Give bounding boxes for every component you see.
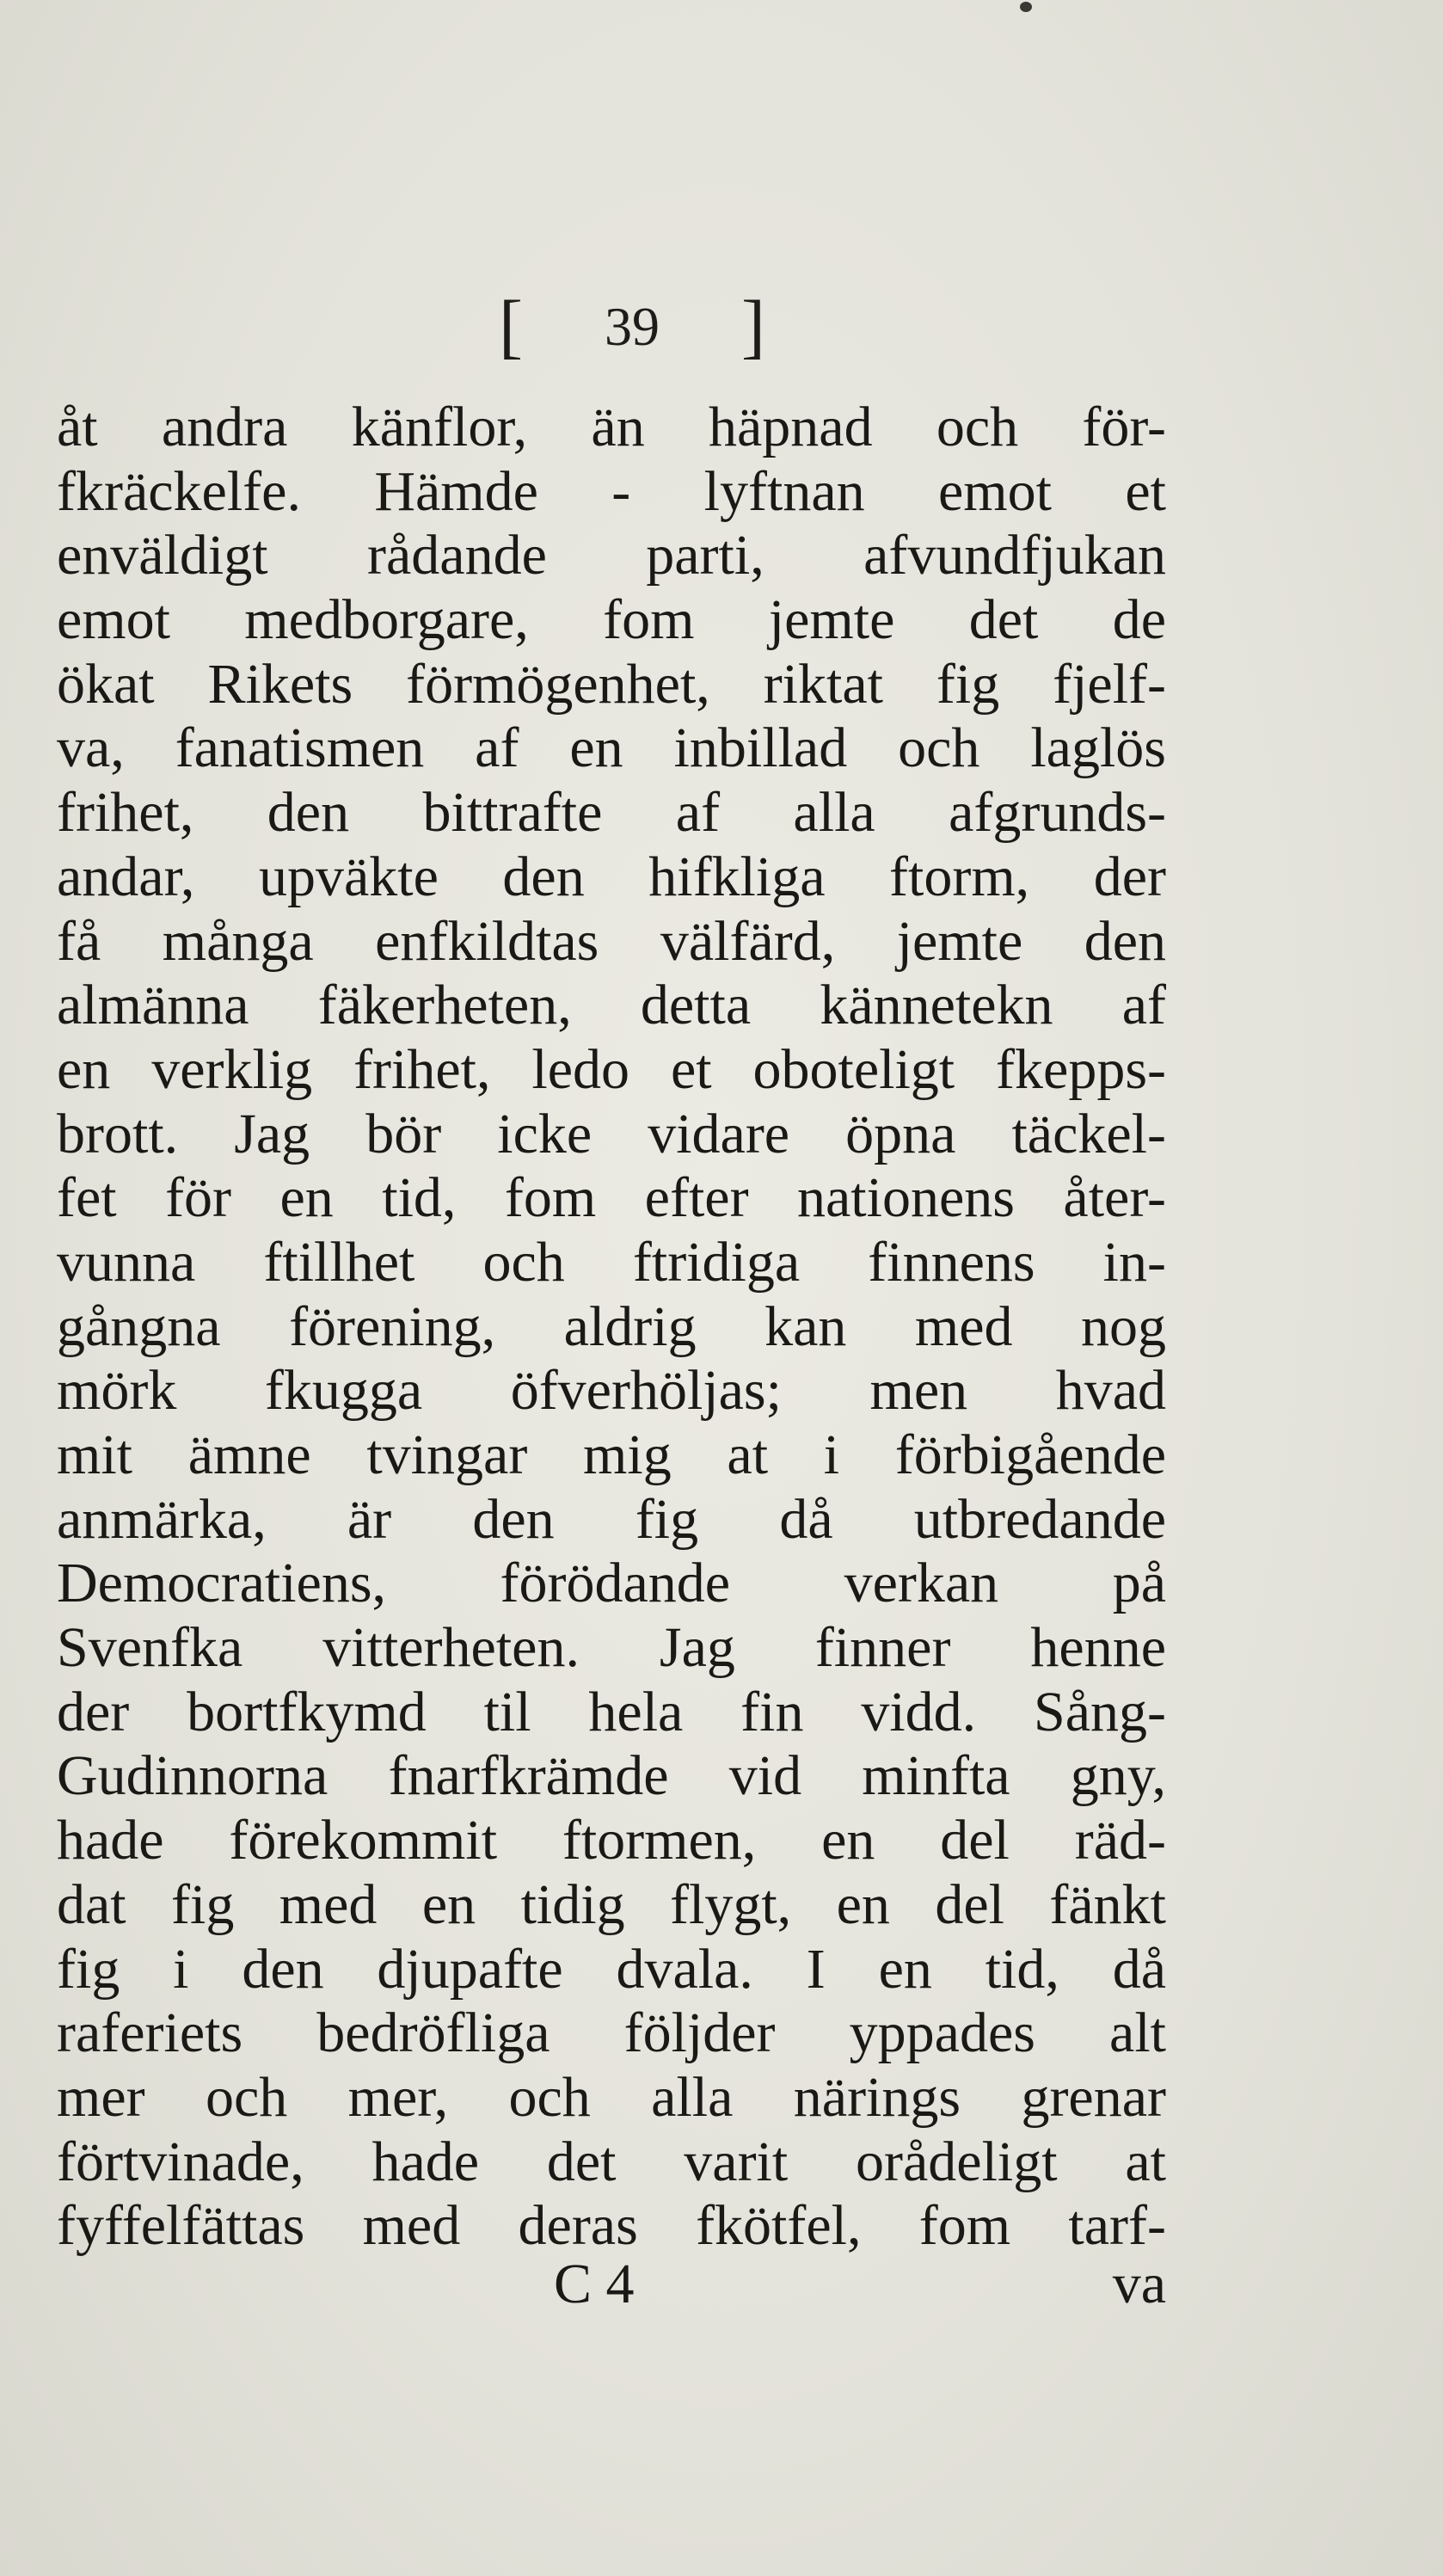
text-line: ökat Rikets förmögenhet, riktat fig fjelf- (57, 652, 1166, 716)
ink-speck (1020, 2, 1032, 12)
page-header (499, 288, 765, 366)
text-line: enväldigt rådande parti, afvundfjukan (57, 524, 1166, 587)
text-line: almänna fäkerheten, detta kännetekn af (57, 974, 1166, 1037)
catchword: va (1112, 2253, 1166, 2315)
text-line: frihet, den bittrafte af alla afgrunds- (57, 781, 1166, 845)
text-line: raferiets bedröfliga följder yppades alt (57, 2001, 1166, 2065)
text-line: der bortfkymd til hela fin vidd. Sång- (57, 1680, 1166, 1743)
text-line: Gudinnorna fnarfkrämde vid minfta gny, (57, 1744, 1166, 1808)
header-open-bracket: [ (499, 286, 523, 366)
text-line: brott. Jag bör icke vidare öpna täckel- (57, 1102, 1166, 1165)
body-text (57, 396, 1166, 2259)
text-line: åt andra känflor, än häpnad och för- (57, 396, 1166, 458)
text-line: fkräckelfe. Hämde - lyftnan emot et (57, 459, 1166, 523)
signature-mark: C 4 (554, 2253, 635, 2315)
text-line: va, fanatismen af en inbillad och laglös (57, 716, 1166, 780)
text-line: mörk fkugga öfverhöljas; men hvad (57, 1359, 1166, 1423)
text-line: hade förekommit ftormen, en del räd- (57, 1809, 1166, 1872)
text-line: gångna förening, aldrig kan med nog (57, 1294, 1166, 1358)
text-line: mer och mer, och alla närings grenar (57, 2065, 1166, 2129)
text-line: Democratiens, förödande verkan på (57, 1552, 1166, 1615)
text-line: vunna ftillhet och ftridiga finnens in- (57, 1230, 1166, 1294)
text-line: fyffelfättas med deras fkötfel, fom tarf- (57, 2194, 1166, 2258)
text-line: dat fig med en tidig flygt, en del fänkt (57, 1872, 1166, 1936)
text-line: Svenfka vitterheten. Jag finner henne (57, 1616, 1166, 1680)
header-close-bracket: ] (741, 286, 765, 366)
text-line: få många enfkildtas välfärd, jemte den (57, 909, 1166, 973)
text-line: anmärka, är den fig då utbredande (57, 1487, 1166, 1551)
page-footer (57, 2252, 1166, 2329)
text-line: en verklig frihet, ledo et oboteligt fkepps- (57, 1037, 1166, 1101)
text-line: mit ämne tvingar mig at i förbigående (57, 1423, 1166, 1486)
text-line: förtvinade, hade det varit orådeligt at (57, 2130, 1166, 2193)
text-line: andar, upväkte den hifkliga ftorm, der (57, 845, 1166, 908)
text-line: fig i den djupafte dvala. I en tid, då (57, 1937, 1166, 2001)
page-number: 39 (605, 296, 660, 357)
text-line: emot medborgare, fom jemte det de (57, 588, 1166, 652)
text-line: fet för en tid, fom efter nationens åter- (57, 1166, 1166, 1230)
